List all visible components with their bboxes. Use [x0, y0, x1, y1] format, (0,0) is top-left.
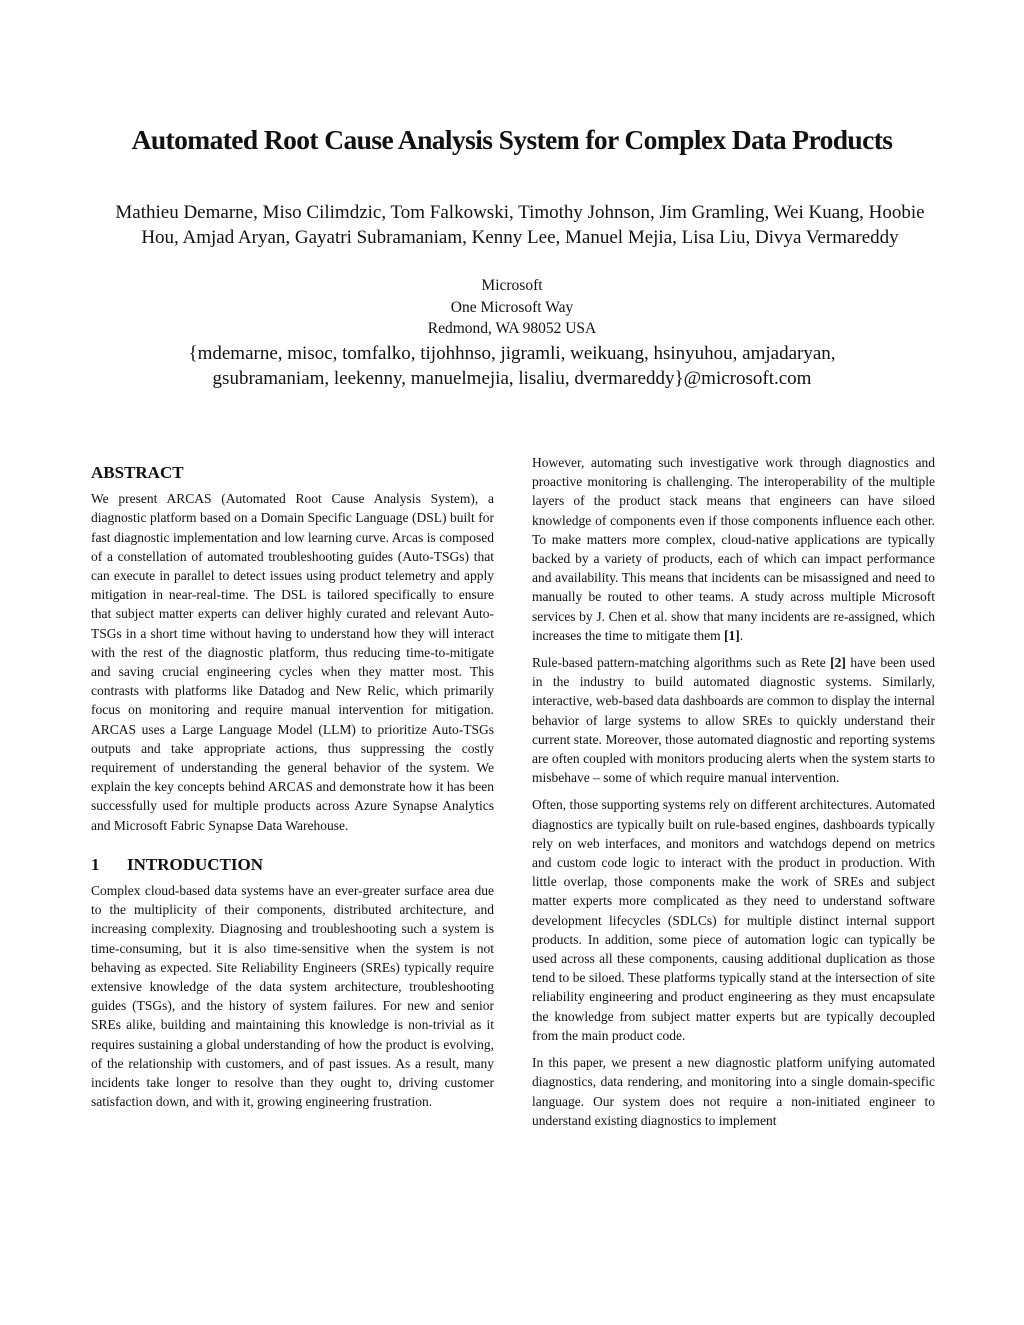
abstract-paragraph: We present ARCAS (Automated Root Cause Analysis System), a diagnostic platform based on a Domain Specific Language (DSL) built for fast diagnostic implementation and low learning curve. Arcas is composed of a constellation of automated troubleshooting guides (Auto-TSGs) that can execute in parallel to detect issues using product telemetry and apply mitigation in near-real-time. The DSL is tailored specifically to ensure that subject matter experts can deliver highly curated and relevant Auto-TSGs in a short time without having to understand how they will interact with the rest of the diagnostic platform, thus reducing time-to-mitigate and saving crucial engineering cycles when they matter most. This contrasts with platforms like Datadog and New Relic, which primarily focus on monitoring and require manual intervention for mitigation. ARCAS uses a Large Language Model (LLM) to prioritize Auto-TSGs outputs and take appropriate actions, thus suppressing the costly requirement of understanding the general behavior of the system. We explain the key concepts behind ARCAS and demonstrate how it has been successfully used for multiple products across Azure Synapse Analytics and Microsoft Fabric Synapse Data Warehouse. [91, 491, 494, 833]
left-column [91, 463, 494, 1120]
author-list: Mathieu Demarne, Miso Cilimdzic, Tom Falkowski, Timothy Johnson, Jim Gramling, Wei Kuang, Hoobie Hou, Amjad Aryan, Gayatri Subramaniam, Kenny Lee, Manuel Mejia, Lisa Liu, Divya Vermareddy [115, 202, 925, 248]
citation-2[interactable]: [2] [830, 655, 846, 671]
affiliation-city: Redmond, WA 98052 USA [427, 320, 597, 337]
section-title: INTRODUCTION [127, 854, 264, 874]
abstract-heading: ABSTRACT [91, 463, 184, 482]
citation-1[interactable]: [1] [723, 627, 740, 643]
right-column [532, 453, 935, 1138]
section-number: 1 [91, 854, 100, 874]
affiliation-street: One Microsoft Way [450, 299, 574, 316]
introduction-heading [91, 855, 494, 874]
paper-title: Automated Root Cause Analysis System for Complex Data Products [131, 124, 893, 155]
intro-paragraph-1: Complex cloud-based data systems have an ever-greater surface area due to the multiplicity of their components, distributed architecture, and increasing complexity. Diagnosing and troubleshooting such a system is time-consuming, but it is also time-sensitive when the system is not behaving as expected. Site Reliability Engineers (SREs) typically require extensive knowledge of the data system architecture, troubleshooting guides (TSGs), and the history of system failures. For new and senior SREs alike, building and maintaining this knowledge is non-trivial as it requires sustaining a global understanding of how the product is evolving, of the relationship with customers, and of past issues. As a result, many incidents take longer to resolve than they ought to, driving customer satisfaction down, and with it, growing engineering frustration. [91, 883, 494, 1110]
affiliation-org: Microsoft [481, 277, 543, 294]
intro-paragraph-4: Often, those supporting systems rely on different architectures. Automated diagnostics are typically built on rule-based engines, dashboards typically rely on web interfaces, and monitors and watchdogs depend on metrics and custom code logic to interact with the product in production. With little overlap, those components make the work of SREs and subject matter experts more complicated as they need to understand software development lifecycles (SDLCs) for multiple distinct internal support products. In addition, some piece of automation logic can typically be used across all these components, causing additional duplication as those tend to be siloed. These platforms typically stand at the intersection of site reliability engineering and product engineering as they must encapsulate the knowledge from subject matter experts but are typically decoupled from the main product code. [532, 797, 935, 1043]
intro-paragraph-2: However, automating such investigative work through diagnostics and proactive monitoring is challenging. The interoperability of the multiple layers of the product stack means that engineers can have siloed knowledge of components even if those components influence each other. To make matters more complex, cloud-native applications are typically backed by a variety of products, each of which can impact performance and availability. This means that incidents can be misassigned and need to manually be routed to other teams. A study across multiple Microsoft services by J. Chen et al. show that many incidents are re-assigned, which increases the time to mitigate them [1]. [532, 455, 935, 643]
intro-paragraph-5: In this paper, we present a new diagnostic platform unifying automated diagnostics, data rendering, and monitoring into a single domain-specific language. Our system does not require a non-initiated engineer to understand existing diagnostics to implement [532, 1055, 935, 1128]
intro-paragraph-3: Rule-based pattern-matching algorithms such as Rete [2] have been used in the industry to build automated diagnostic systems. Similarly, interactive, web-based data dashboards are common to display the internal behavior of large systems to allow SREs to quickly understand their current state. Moreover, those automated diagnostic and reporting systems are often coupled with monitors producing alerts when the system starts to misbehave – some of which require manual intervention. [532, 655, 936, 786]
author-emails: {mdemarne, misoc, tomfalko, tijohhnso, jigramli, weikuang, hsinyuhou, amjadaryan, gsubramaniam, leekenny, manuelmejia, lisaliu, dvermareddy}@microsoft.com [188, 343, 836, 389]
